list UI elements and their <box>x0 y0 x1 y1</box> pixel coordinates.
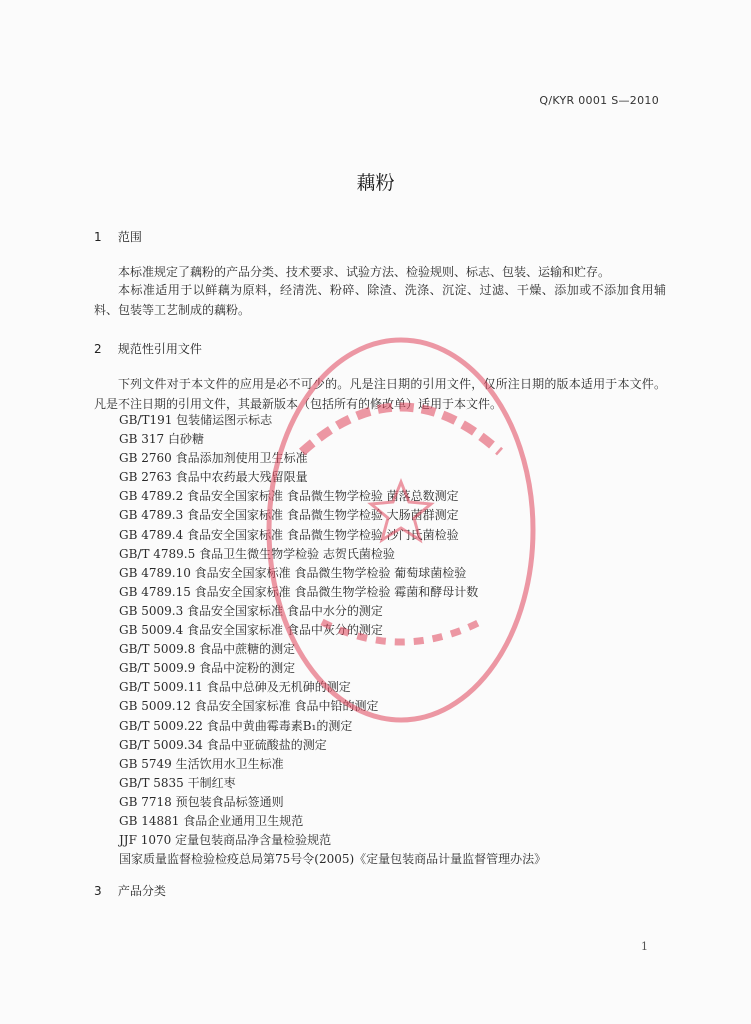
reference-item: GB 4789.15 食品安全国家标准 食品微生物学检验 霉菌和酵母计数 <box>119 584 479 599</box>
page-number: 1 <box>641 940 648 953</box>
references-intro: 下列文件对于本文件的应用是必不可少的。凡是注日期的引用文件，仅所注日期的版本适用于本文件。凡是不注日期的引用文件，其最新版本（包括所有的修改单）适用于本文件。 <box>94 377 666 411</box>
reference-item: JJF 1070 定量包装商品净含量检验规范 <box>119 833 332 848</box>
reference-item: GB/T191 包装储运图示标志 <box>119 413 273 427</box>
section-title: 产品分类 <box>117 884 166 898</box>
reference-item: GB 5009.3 食品安全国家标准 食品中水分的测定 <box>119 603 383 618</box>
section-number: 3 <box>94 884 102 898</box>
reference-item: GB/T 5009.9 食品中淀粉的测定 <box>119 661 296 676</box>
reference-item: 国家质量监督检验检疫总局第75号令(2005)《定量包装商品计量监督管理办法》 <box>119 852 547 867</box>
standard-code: Q/KYR 0001 S—2010 <box>539 94 659 107</box>
reference-item: GB 5009.12 食品安全国家标准 食品中铅的测定 <box>119 699 379 714</box>
section-number: 2 <box>94 342 102 356</box>
section-1-heading <box>94 228 142 245</box>
reference-item: GB 7718 预包装食品标签通则 <box>119 794 284 809</box>
reference-item: GB/T 5009.11 食品中总砷及无机砷的测定 <box>119 680 351 695</box>
reference-item: GB/T 4789.5 食品卫生微生物学检验 志贺氏菌检验 <box>119 546 395 561</box>
section-title: 范围 <box>117 230 142 244</box>
reference-item: GB/T 5009.8 食品中蔗糖的测定 <box>119 642 296 657</box>
reference-item: GB 4789.2 食品安全国家标准 食品微生物学检验 菌落总数测定 <box>119 489 459 504</box>
reference-item: GB 2763 食品中农药最大残留限量 <box>119 470 308 485</box>
section-2-heading <box>94 340 202 357</box>
scope-paragraph-2: 本标准适用于以鲜藕为原料，经清洗、粉碎、除渣、洗涤、沉淀、过滤、干燥、添加或不添加食用辅料、包装等工艺制成的藕粉。 <box>94 283 666 317</box>
reference-item: GB 5749 生活饮用水卫生标准 <box>119 756 284 771</box>
reference-item: GB 317 白砂糖 <box>119 432 204 447</box>
reference-item: GB/T 5835 干制红枣 <box>119 775 236 790</box>
document-title: 藕粉 <box>356 172 395 194</box>
reference-item: GB 4789.3 食品安全国家标准 食品微生物学检验 大肠菌群测定 <box>119 508 459 523</box>
reference-item: GB/T 5009.34 食品中亚硫酸盐的测定 <box>119 737 327 752</box>
section-number: 1 <box>94 230 102 244</box>
reference-item: GB 14881 食品企业通用卫生规范 <box>119 813 304 828</box>
section-title: 规范性引用文件 <box>117 342 202 356</box>
reference-list <box>119 411 546 869</box>
reference-item: GB/T 5009.22 食品中黄曲霉毒素B₁的测定 <box>119 718 353 733</box>
reference-item: GB 4789.4 食品安全国家标准 食品微生物学检验 沙门氏菌检验 <box>119 527 459 542</box>
reference-item: GB 4789.10 食品安全国家标准 食品微生物学检验 葡萄球菌检验 <box>119 565 467 580</box>
reference-item: GB 2760 食品添加剂使用卫生标准 <box>119 451 308 466</box>
section-3-heading <box>94 882 166 899</box>
scope-paragraph-1: 本标准规定了藕粉的产品分类、技术要求、试验方法、检验规则、标志、包装、运输和贮存。 <box>118 265 611 279</box>
reference-item: GB 5009.4 食品安全国家标准 食品中灰分的测定 <box>119 623 383 638</box>
